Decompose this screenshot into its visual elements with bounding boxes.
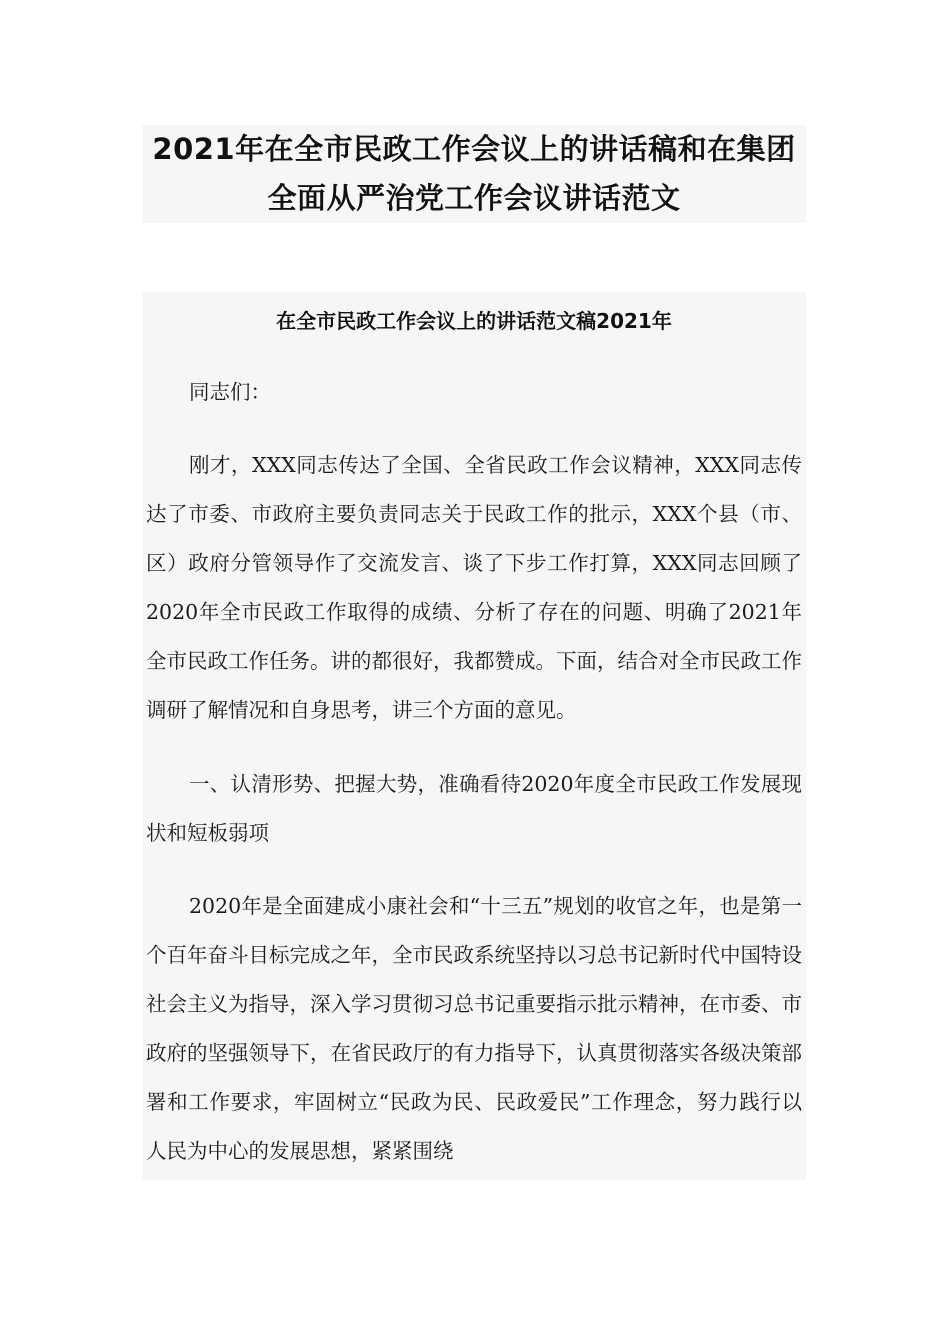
title-block [142, 125, 806, 223]
document-body [142, 292, 806, 1180]
paragraph-1: 刚才，XXX同志传达了全国、全省民政工作会议精神，XXX同志传达了市委、市政府主要负责同志关于民政工作的批示，XXX个县（市、区）政府分管领导作了交流发言、谈了下步工作打算，XXX同志回顾了2020年全市民政工作取得的成绩、分析了存在的问题、明确了2021年全市民政工作任务。讲的都很好，我都赞成。下面，结合对全市民政工作调研了解情况和自身思考，讲三个方面的意见。 [146, 453, 802, 722]
section-heading-1: 一、认清形势、把握大势，准确看待2020年度全市民政工作发展现状和短板弱项 [146, 772, 802, 845]
greeting: 同志们： [189, 380, 271, 404]
paragraph-2: 2020年是全面建成小康社会和“十三五”规划的收官之年，也是第一个百年奋斗目标完成之年，全市民政系统坚持以习总书记新时代中国特设社会主义为指导，深入学习贯彻习总书记重要指示批示精神，在市委、市政府的坚强领导下，在省民政厅的有力指导下，认真贯彻落实各级决策部署和工作要求，牢固树立“民政为民、民政爱民”工作理念，努力践行以人民为中心的发展思想，紧紧围绕 [146, 894, 802, 1163]
document-title: 2021年在全市民政工作会议上的讲话稿和在集团全面从严治党工作会议讲话范文 [152, 132, 796, 215]
speech-subtitle: 在全市民政工作会议上的讲话范文稿2021年 [276, 309, 672, 333]
